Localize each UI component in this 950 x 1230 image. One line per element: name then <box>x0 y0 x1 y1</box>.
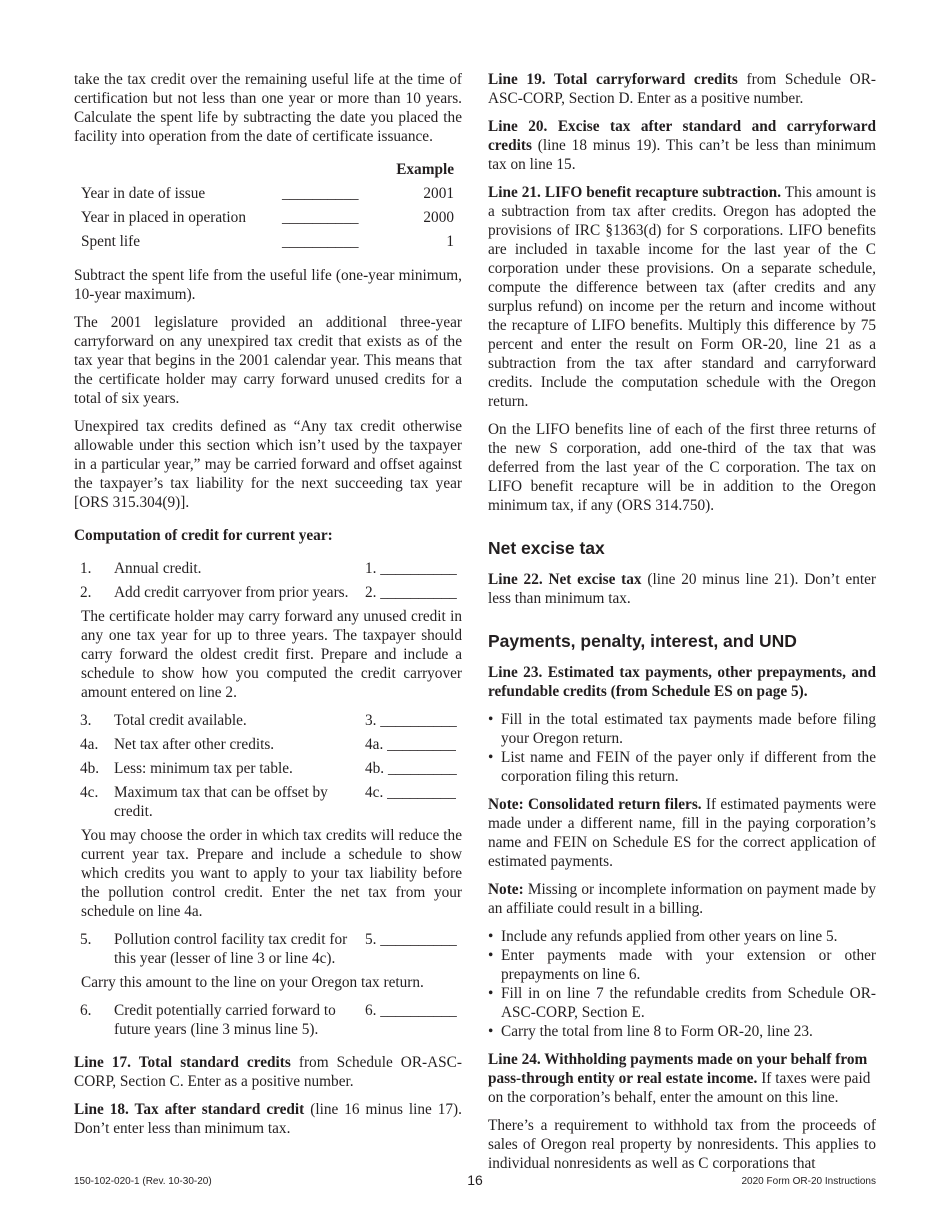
spent-life-paragraph: Subtract the spent life from the useful life (one-year minimum, 10-year maximum). <box>74 267 462 303</box>
note-title: Note: <box>488 881 524 898</box>
withholding-paragraph: There’s a requirement to withhold tax from the proceeds of sales of Oregon real property by nonresidents. This applies to individual nonresidents as well as C corporations that <box>488 1117 876 1172</box>
line-text: Net tax after other credits. <box>114 736 275 753</box>
legislature-paragraph: The 2001 legislature provided an additional three-year carryforward on any unexpired tax credit that exists as of the tax year that begins in the 2001 calendar year. This means that the certificate holder may carry forward unused credits for a total of six years. <box>74 314 462 407</box>
line-number: 4c. <box>80 784 99 801</box>
note-text: If estimated payments were made under a different name, fill in the paying corporation’s name and FEIN on Schedule ES for the correct application of estimated payments. <box>488 796 876 870</box>
line-text: Maximum tax that can be offset by credit. <box>114 784 328 820</box>
line-blank: 4a. _________ <box>365 736 456 753</box>
line-19-paragraph <box>488 70 876 108</box>
bullet-icon: • <box>488 749 494 766</box>
computation-line <box>74 783 462 821</box>
line-24-paragraph <box>488 1050 876 1107</box>
line-number: 6. <box>80 1002 92 1019</box>
page-footer <box>74 1174 876 1190</box>
line-text: Annual credit. <box>114 560 202 577</box>
list-item-text: Fill in the total estimated tax payments made before filing your Oregon return. <box>501 711 876 747</box>
example-label: Year in placed in operation <box>81 209 246 226</box>
line-21-text: This amount is a subtraction from tax after credits. Oregon has adopted the provisions of IRC §1363(d) for S corporations. LIFO benefits are included in taxable income for the last year of the C corporation under these provisions. On a separate schedule, compute the difference between tax (after credits and any surplus refund) on income per the return and income without the recapture of LIFO benefits. Multiply this difference by 75 percent and enter the result on Form OR-20, line 21 as a subtraction from the tax after standard and carryforward credits. Include the computation schedule with the Oregon return. <box>488 184 877 410</box>
carry-amount-paragraph: Carry this amount to the line on your Oregon tax return. <box>81 974 424 991</box>
line-19-text: from Schedule OR-ASC-CORP, Section D. Enter as a positive number. <box>488 71 877 107</box>
computation-line <box>74 735 462 754</box>
computation-line <box>74 930 462 968</box>
line-text: Less: minimum tax per table. <box>114 760 293 777</box>
unexpired-credits-paragraph: Unexpired tax credits defined as “Any tax credit otherwise allowable under this section which isn’t used by the taxpayer in a particular year,” may be carried forward and offset against the taxpayer’s tax liability for the next succeeding tax year [ORS 315.304(9)]. <box>74 418 462 511</box>
line-number: 1. <box>80 560 92 577</box>
line-18-title: Line 18. Tax after standard credit <box>74 1101 305 1118</box>
page-number: 16 <box>467 1172 483 1188</box>
list-item <box>488 927 876 946</box>
computation-line <box>74 559 462 578</box>
list-item <box>488 748 876 786</box>
order-paragraph: You may choose the order in which tax credits will reduce the current year tax. Prepare and include a schedule to show which credits you want to apply to your tax liability before the pollution control credit. Enter the net tax from your schedule on line 4a. <box>81 827 462 920</box>
line-17-title: Line 17. Total standard credits <box>74 1054 291 1071</box>
refunds-list <box>488 927 876 1041</box>
list-item-text: Include any refunds applied from other years on line 5. <box>501 928 838 945</box>
example-blank: __________ <box>282 185 359 202</box>
line-blank: 4c. _________ <box>365 784 456 801</box>
line-number: 3. <box>80 712 92 729</box>
example-row <box>74 208 462 232</box>
example-label: Year in date of issue <box>81 185 206 202</box>
line-blank: 4b. _________ <box>365 760 457 777</box>
line-21-paragraph <box>488 183 876 411</box>
consolidated-note <box>488 795 876 871</box>
lifo-paragraph: On the LIFO benefits line of each of the first three returns of the new S corporation, add one-third of the tax that was deferred from the last year of the C corporation. The tax on LIFO benefit recapture will be in addition to the Oregon minimum tax, if any (ORS 314.750). <box>488 421 876 514</box>
line-24-title: Line 24. Withholding payments made on your behalf from pass-through entity or real estate income. <box>488 1051 868 1087</box>
example-row <box>74 232 462 256</box>
carryforward-paragraph: The certificate holder may carry forward any unused credit in any one tax year for up to three years. The taxpayer should carry forward the oldest credit first. Prepare and include a schedule to show how you computed the credit carryover amount entered on line 2. <box>81 608 462 701</box>
net-excise-tax-heading: Net excise tax <box>488 538 605 558</box>
line-blank: 6. __________ <box>365 1002 457 1019</box>
line-21-title: Line 21. LIFO benefit recapture subtraction. <box>488 184 782 201</box>
list-item <box>488 1022 876 1041</box>
line-22-text: (line 20 minus line 21). Don’t enter less than minimum tax. <box>488 571 876 607</box>
list-item <box>488 710 876 748</box>
example-label: Spent life <box>81 233 141 250</box>
right-column <box>488 70 876 1182</box>
line-20-text: (line 18 minus 19). This can’t be less than minimum tax on line 15. <box>488 137 876 173</box>
bullet-icon: • <box>488 947 494 964</box>
bullet-icon: • <box>488 1023 494 1040</box>
line-blank: 3. __________ <box>365 712 457 729</box>
computation-line <box>74 711 462 730</box>
example-row <box>74 184 462 208</box>
line-18-text: (line 16 minus line 17). Don’t enter less than minimum tax. <box>74 1101 462 1137</box>
bullet-icon: • <box>488 711 494 728</box>
form-number: 150-102-020-1 (Rev. 10-30-20) <box>74 1176 212 1187</box>
line-17-text: from Schedule OR-ASC-CORP, Section C. Enter as a positive number. <box>74 1054 462 1090</box>
line-22-paragraph <box>488 570 876 608</box>
example-value: 2001 <box>423 185 454 202</box>
useful-life-paragraph: take the tax credit over the remaining useful life at the time of certification but not less than one year or more than 10 years. Calculate the spent life by subtracting the date you placed the facility into operation from the date of certificate issuance. <box>74 71 462 145</box>
list-item-text: List name and FEIN of the payer only if different from the corporation filing this return. <box>501 749 876 785</box>
line-text: Credit potentially carried forward to future years (line 3 minus line 5). <box>114 1002 336 1038</box>
line-22-title: Line 22. Net excise tax <box>488 571 642 588</box>
example-header: Example <box>396 161 454 178</box>
note-title: Note: Consolidated return filers. <box>488 796 702 813</box>
list-item-text: Carry the total from line 8 to Form OR-20, line 23. <box>501 1023 813 1040</box>
document-title: 2020 Form OR-20 Instructions <box>741 1176 876 1187</box>
computation-line <box>74 583 462 602</box>
line-20-paragraph <box>488 117 876 174</box>
line-text: Add credit carryover from prior years. <box>114 584 349 601</box>
example-blank: __________ <box>282 233 359 250</box>
line-number: 4b. <box>80 760 100 777</box>
line-24-text: If taxes were paid on the corporation’s behalf, enter the amount on this line. <box>488 1070 871 1106</box>
left-column <box>74 70 462 1147</box>
list-item <box>488 984 876 1022</box>
affiliate-note <box>488 880 876 918</box>
line-text: Total credit available. <box>114 712 247 729</box>
line-number: 5. <box>80 931 92 948</box>
note-text: Missing or incomplete information on payment made by an affiliate could result in a billing. <box>488 881 876 917</box>
line-20-title: Line 20. Excise tax after standard and carryforward credits <box>488 118 876 154</box>
list-item <box>488 946 876 984</box>
example-value: 1 <box>446 233 454 250</box>
computation-line <box>74 759 462 778</box>
line-17-paragraph <box>74 1053 462 1091</box>
line-number: 2. <box>80 584 92 601</box>
computation-line <box>74 1001 462 1039</box>
list-item-text: Enter payments made with your extension or other prepayments on line 6. <box>501 947 876 983</box>
line-23-title: Line 23. Estimated tax payments, other prepayments, and refundable credits (from Schedule ES on page 5). <box>488 664 876 700</box>
computation-heading: Computation of credit for current year: <box>74 527 333 544</box>
line-blank: 2. __________ <box>365 584 457 601</box>
line-number: 4a. <box>80 736 99 753</box>
line-blank: 5. __________ <box>365 931 457 948</box>
bullet-icon: • <box>488 985 494 1002</box>
bullet-icon: • <box>488 928 494 945</box>
example-value: 2000 <box>423 209 454 226</box>
example-blank: __________ <box>282 209 359 226</box>
list-item-text: Fill in on line 7 the refundable credits from Schedule OR-ASC-CORP, Section E. <box>501 985 876 1021</box>
line-19-title: Line 19. Total carryforward credits <box>488 71 738 88</box>
line-18-paragraph <box>74 1100 462 1138</box>
line-23-paragraph <box>488 663 876 701</box>
line-text: Pollution control facility tax credit for this year (lesser of line 3 or line 4c). <box>114 931 348 967</box>
line-blank: 1. __________ <box>365 560 457 577</box>
estimated-payments-list <box>488 710 876 786</box>
payments-heading: Payments, penalty, interest, and UND <box>488 631 797 651</box>
